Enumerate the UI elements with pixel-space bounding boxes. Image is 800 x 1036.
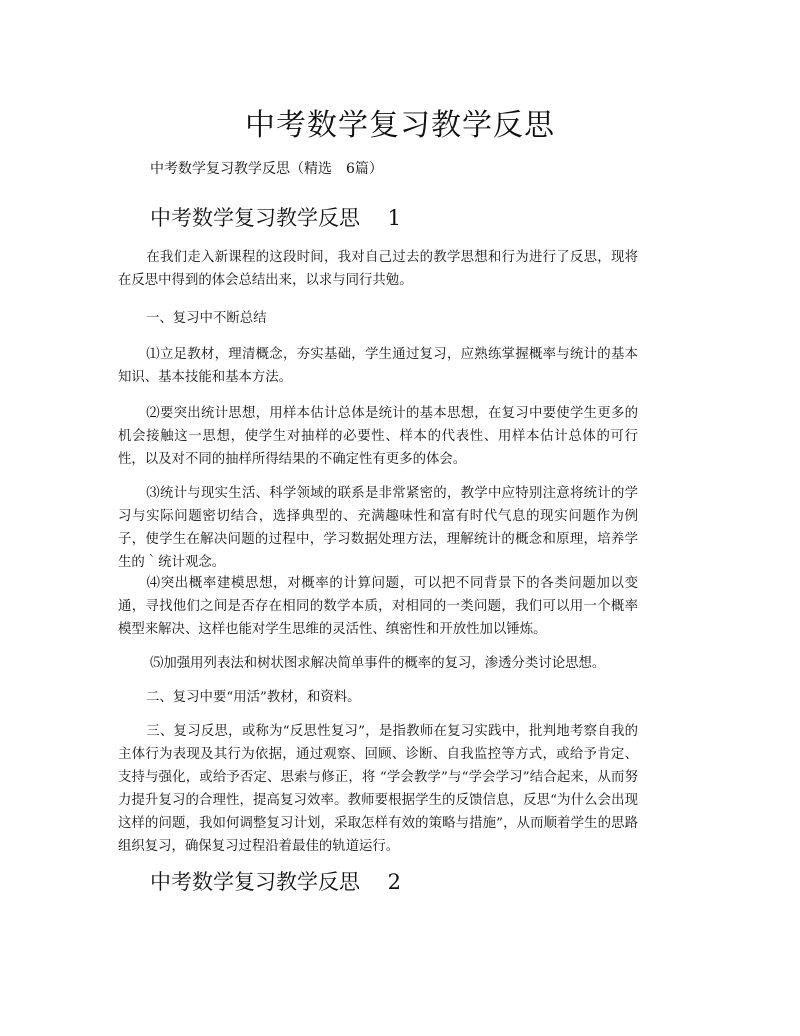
item-2-text: ⑵要突出统计思想，用样本估计总体是统计的基本思想，在复习中要使学生更多的机会接触这一思想，使学生对抽样的必要性、样本的代表性、用样本估计总体的可行性，以及对不同的抽样所得结果的不确定性有更多的体会。 <box>118 406 638 467</box>
item-1-text: ⑴立足教材，理清概念，夯实基础，学生通过复习，应熟练掌握概率与统计的基本知识、基本技能和基本方法。 <box>118 347 638 385</box>
point-2-heading: 二、复习中要“用活”教材，和资料。 <box>146 690 361 705</box>
item-1-paragraph <box>118 343 638 389</box>
subtitle: 中考数学复习教学反思（精选 6篇） <box>150 161 383 177</box>
section-heading-2: 中考数学复习教学反思 2 <box>150 870 402 894</box>
item-2-paragraph <box>118 402 638 471</box>
item-3-text: ⑶统计与现实生活、科学领域的联系是非常紧密的，教学中应特别注意将统计的学习与实际问题密切结合，选择典型的、充满趣味性和富有时代气息的现实问题作为例子，使学生在解决问题的过程中，学习数据处理方法，理解统计的概念和原理，培养学生的｀统计观念。 <box>118 486 638 570</box>
page-title: 中考数学复习教学反思 <box>245 108 555 143</box>
intro-paragraph <box>118 246 638 292</box>
point-1-heading: 一、复习中不断总结 <box>146 311 267 326</box>
item-4-paragraph <box>118 572 638 641</box>
item-5-text: ⑸加强用列表法和树状图求解决简单事件的概率的复习，渗透分类讨论思想。 <box>150 656 606 671</box>
item-4-text: ⑷突出概率建模思想，对概率的计算问题，可以把不同背景下的各类问题加以变通，寻找他们之间是否存在相同的数学本质，对相同的一类问题，我们可以用一个概率模型来解决、这样也能对学生思维的灵活性、缜密性和开放性加以锤炼。 <box>118 576 638 637</box>
intro-text: 在我们走入新课程的这段时间，我对自己过去的教学思想和行为进行了反思，现将在反思中得到的体会总结出来，以求与同行共勉。 <box>118 250 638 288</box>
point-3-paragraph <box>118 720 638 858</box>
item-3-paragraph <box>118 482 638 574</box>
point-3-text: 三、复习反思，或称为“反思性复习”，是指教师在复习实践中，批判地考察自我的主体行为表现及其行为依据，通过观察、回顾、诊断、自我监控等方式，或给予肯定、支持与强化，或给予否定、思索与修正，将 “学会教学”与“学会学习”结合起来，从而努力提升复习的合理性，提高复习效率。教师要根据学生的反馈信息，反思“为什么会出现这样的问题，我如何调整复习计划，采取怎样有效的策略与措施”，从而顺着学生的思路组织复习，确保复习过程沿着最佳的轨道运行。 <box>118 724 638 854</box>
section-heading-1: 中考数学复习教学反思 1 <box>150 206 402 230</box>
